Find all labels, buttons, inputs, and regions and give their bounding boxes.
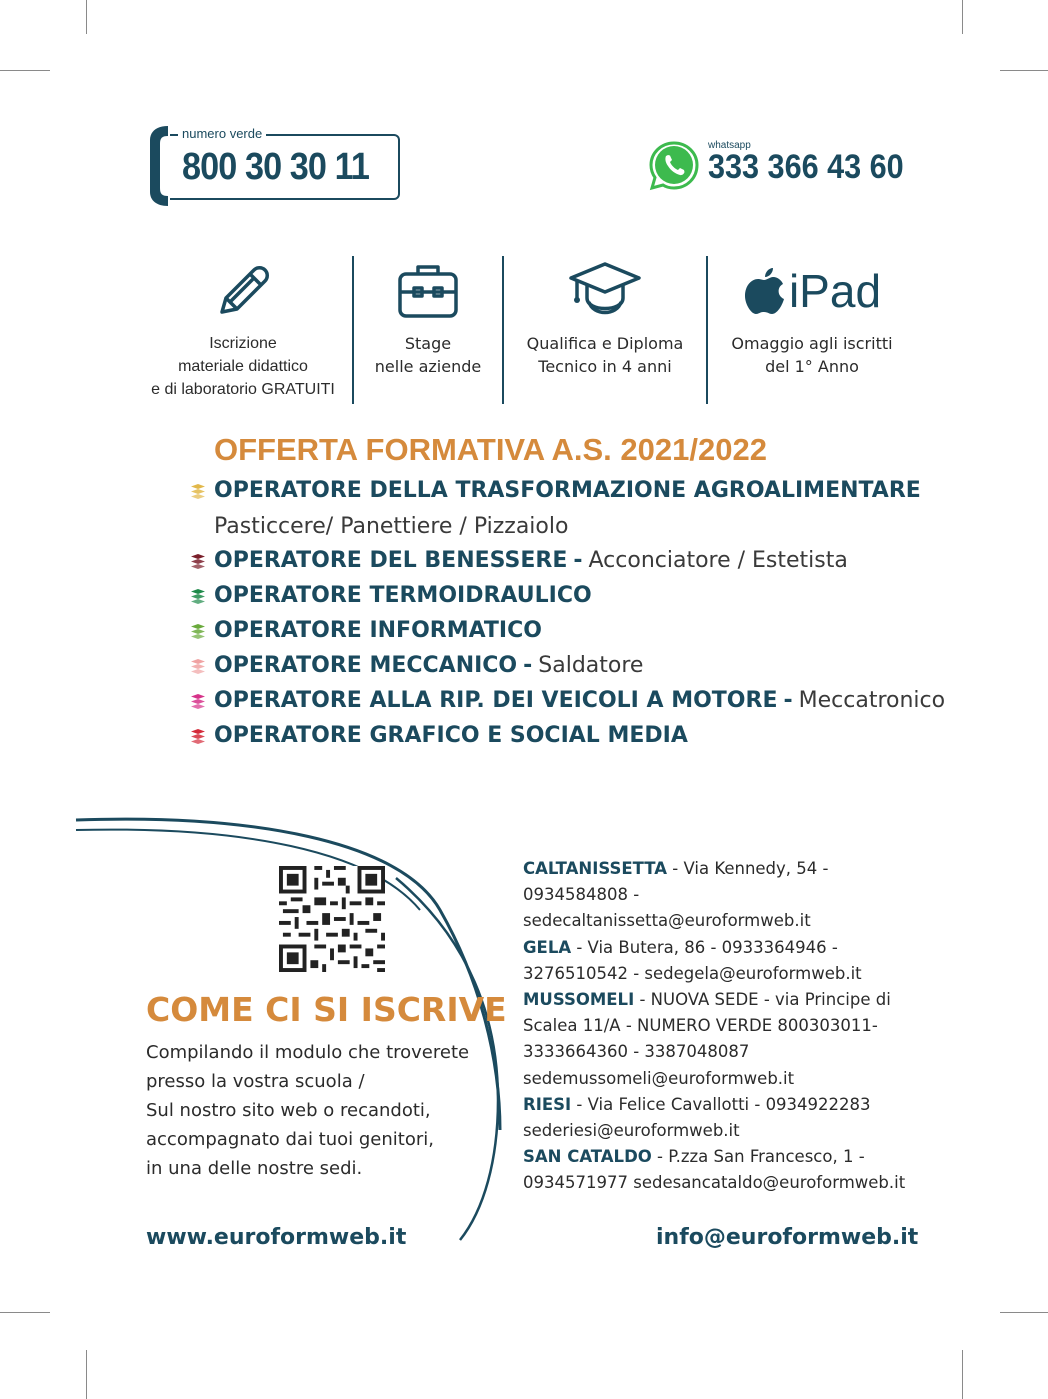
feature-line: Tecnico in 4 anni	[538, 357, 672, 376]
toll-free-number[interactable]	[146, 122, 408, 210]
office-city: SAN CATALDO	[523, 1147, 652, 1167]
enroll-line: in una delle nostre sedi.	[146, 1158, 363, 1179]
office-details: - NUOVA SEDE - via Principe di	[634, 990, 891, 1010]
layers-bullet-icon	[190, 622, 206, 640]
toll-free-label: numero verde	[178, 126, 266, 141]
apple-logo-icon	[743, 266, 785, 316]
course-sub-agro: Pasticcere/ Panettiere / Pizzaiolo	[214, 514, 569, 539]
crop-mark	[1000, 70, 1048, 71]
graduate-cap-icon	[565, 258, 645, 324]
course-item	[190, 723, 688, 748]
feature-line: materiale didattico	[178, 358, 308, 375]
crop-mark	[86, 0, 87, 34]
course-separator: -	[523, 653, 533, 678]
feature-free-enrollment	[140, 252, 346, 401]
office-city: GELA	[523, 937, 572, 957]
course-item	[190, 478, 921, 503]
layers-bullet-icon	[190, 482, 206, 500]
office-line: 3276510542 - sedegela@euroformweb.it	[523, 963, 862, 983]
course-item	[190, 688, 945, 713]
feature-ipad-gift	[712, 252, 912, 378]
pencil-icon	[210, 258, 276, 324]
office-line	[523, 1144, 923, 1170]
enroll-line: accompagnato dai tuoi genitori,	[146, 1129, 434, 1150]
course-item	[190, 618, 542, 643]
whatsapp-value: 333 366 43 60	[708, 148, 904, 186]
enroll-line: Sul nostro sito web o recandoti,	[146, 1100, 431, 1121]
divider	[352, 256, 354, 404]
office-details: - Via Kennedy, 54 -	[667, 859, 829, 878]
office-line	[523, 856, 923, 882]
office-line: sedecaltanissetta@euroformweb.it	[523, 911, 811, 931]
layers-bullet-icon	[190, 657, 206, 675]
crop-mark	[962, 0, 963, 34]
office-line: 0934584808 -	[523, 885, 640, 905]
course-item	[190, 583, 592, 608]
office-city: MUSSOMELI	[523, 990, 635, 1010]
office-city: RIESI	[523, 1094, 572, 1114]
office-line	[523, 935, 923, 961]
enroll-line: Compilando il modulo che troverete	[146, 1042, 470, 1063]
course-name: OPERATORE ALLA RIP. DEI VEICOLI A MOTORE	[214, 688, 778, 713]
whatsapp-icon	[648, 140, 700, 192]
crop-mark	[962, 1350, 963, 1399]
offer-title: OFFERTA FORMATIVA A.S. 2021/2022	[214, 432, 767, 467]
briefcase-icon	[396, 262, 460, 320]
feature-qualification	[508, 252, 702, 378]
course-name: OPERATORE DEL BENESSERE	[214, 548, 568, 573]
office-line: 3333664360 - 3387048087	[523, 1042, 750, 1062]
course-separator: -	[783, 688, 793, 713]
layers-bullet-icon	[190, 587, 206, 605]
office-line: Scalea 11/A - NUMERO VERDE 800303011-	[523, 1016, 878, 1036]
office-city: CALTANISSETTA	[523, 859, 668, 878]
course-name: OPERATORE MECCANICO	[214, 653, 518, 678]
course-separator: -	[573, 548, 583, 573]
website-link[interactable]: www.euroformweb.it	[146, 1225, 407, 1250]
enroll-line: presso la vostra scuola /	[146, 1071, 365, 1092]
course-item	[190, 548, 848, 573]
layers-bullet-icon	[190, 692, 206, 710]
feature-line: Iscrizione	[209, 335, 277, 352]
feature-line: Omaggio agli iscritti	[731, 334, 893, 353]
office-line: 0934571977 sedesancataldo@euroformweb.it	[523, 1173, 906, 1193]
course-name: OPERATORE DELLA TRASFORMAZIONE AGROALIMENTARE	[214, 478, 921, 503]
offices-list	[523, 856, 923, 1197]
qr-code[interactable]	[278, 866, 386, 972]
crop-mark	[0, 70, 50, 71]
enroll-title: COME CI SI ISCRIVE	[146, 990, 507, 1029]
toll-free-value: 800 30 30 11	[182, 146, 370, 188]
course-item	[190, 653, 643, 678]
layers-bullet-icon	[190, 727, 206, 745]
office-line	[523, 1092, 923, 1118]
course-name: OPERATORE TERMOIDRAULICO	[214, 583, 592, 608]
divider	[502, 256, 504, 404]
whatsapp-number[interactable]	[648, 138, 928, 194]
office-details: - P.zza San Francesco, 1 -	[651, 1147, 865, 1167]
office-line	[523, 987, 923, 1013]
course-subtitle: Acconciatore / Estetista	[588, 548, 848, 573]
feature-line: Stage	[404, 334, 452, 353]
layers-bullet-icon	[190, 552, 206, 570]
office-details: - Via Butera, 86 - 0933364946 -	[571, 937, 838, 957]
feature-line: Qualifica e Diploma	[526, 334, 684, 353]
course-subtitle: Meccatronico	[798, 688, 946, 713]
divider	[706, 256, 708, 404]
whatsapp-label: whatsapp	[708, 140, 751, 151]
feature-internship	[358, 252, 498, 378]
course-name: OPERATORE GRAFICO E SOCIAL MEDIA	[214, 723, 688, 748]
course-subtitle: Saldatore	[538, 653, 644, 678]
crop-mark	[86, 1350, 87, 1399]
crop-mark	[0, 1312, 50, 1313]
enroll-instructions	[146, 1038, 469, 1183]
crop-mark	[1000, 1312, 1048, 1313]
feature-line: e di laboratorio GRATUITI	[151, 381, 335, 398]
feature-line: nelle aziende	[374, 357, 482, 376]
office-details: - Via Felice Cavallotti - 0934922283	[571, 1094, 871, 1114]
course-name: OPERATORE INFORMATICO	[214, 618, 542, 643]
office-line: sedemussomeli@euroformweb.it	[523, 1068, 795, 1088]
ipad-logo-text: iPad	[788, 264, 882, 317]
feature-line: del 1° Anno	[765, 357, 859, 376]
office-line: sederiesi@euroformweb.it	[523, 1121, 740, 1141]
email-link[interactable]: info@euroformweb.it	[656, 1225, 919, 1250]
